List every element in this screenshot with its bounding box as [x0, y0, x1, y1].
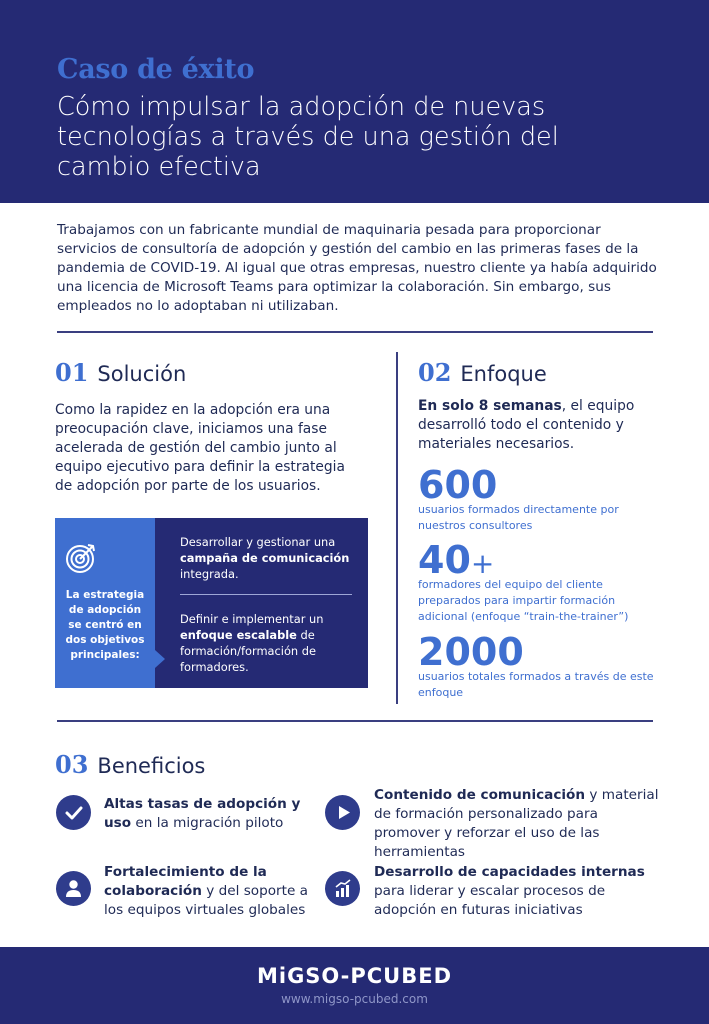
objectives-pointer	[155, 650, 165, 668]
stat-description: usuarios formados directamente por nuestros consultores	[418, 503, 619, 532]
enfoque-text: En solo 8 semanas, el equipo desarrolló todo el contenido y materiales necesarios.	[418, 398, 635, 452]
section-number: 02	[418, 358, 452, 387]
objectives-label: La estrategia de adopción se centró en dos objetivos principales:	[65, 589, 145, 661]
stat-value: 2000	[418, 630, 524, 674]
divider-top	[57, 331, 653, 333]
benefit-item: Fortalecimiento de la colaboración y del soporte a los equipos virtuales globales	[104, 864, 308, 918]
page-title: Cómo impulsar la adopción de nuevas tecnologías a través de una gestión del cambio efectiva	[57, 92, 559, 182]
section-beneficios-heading	[55, 750, 205, 779]
objective-item: Definir e implementar un enfoque escalable de formación/formación de formadores.	[180, 612, 324, 674]
benefit-item: Contenido de comunicación y material de formación personalizado para promover y reforzar el uso de las herramientas	[374, 787, 659, 860]
check-icon	[56, 795, 91, 830]
stat-description: usuarios totales formados a través de este enfoque	[418, 670, 654, 699]
objectives-label-panel	[55, 518, 155, 688]
benefit-item: Desarrollo de capacidades internas para liderar y escalar procesos de adopción en futuras iniciativas	[374, 864, 645, 918]
target-icon	[65, 542, 97, 574]
website-link[interactable]: www.migso-pcubed.com	[281, 992, 428, 1006]
column-divider	[396, 352, 398, 704]
objectives-box	[55, 518, 368, 688]
divider-bottom	[57, 720, 653, 722]
company-logo: MiGSO-PCUBED	[256, 964, 453, 988]
objective-item: Desarrollar y gestionar una campaña de comunicación integrada.	[180, 535, 350, 581]
section-title: Beneficios	[97, 754, 206, 778]
user-icon	[56, 871, 91, 906]
intro-paragraph: Trabajamos con un fabricante mundial de maquinaria pesada para proporcionar servicios de consultoría de adopción y gestión del cambio en las primeras fases de la pandemia de COVID-19. Al igual que otras empresas, nuestro cliente ya había adquirido una licencia de Microsoft Teams para optimizar la colaboración. Sin embargo, sus empleados no lo adoptaban ni utilizaban.	[57, 222, 657, 314]
stat-value: 600	[418, 463, 498, 507]
section-title: Enfoque	[460, 362, 547, 386]
solucion-text: Como la rapidez en la adopción era una preocupación clave, iniciamos una fase acelerada de gestión del cambio junto al equipo ejecutivo para definir la estrategia de adopción por parte de los usuarios.	[55, 402, 345, 494]
stat-description: formadores del equipo del cliente preparados para impartir formación adicional (enfoque “train-the-trainer”)	[418, 578, 629, 623]
header-band	[0, 0, 709, 203]
stat-value: 40+	[418, 538, 495, 582]
footer-band	[0, 947, 709, 1024]
play-icon	[325, 795, 360, 830]
section-title: Solución	[97, 362, 187, 386]
section-number: 03	[55, 750, 89, 779]
section-number: 01	[55, 358, 89, 387]
benefit-item: Altas tasas de adopción y uso en la migración piloto	[104, 796, 301, 831]
objectives-separator	[180, 594, 352, 595]
section-enfoque-heading	[418, 358, 547, 387]
growth-chart-icon	[325, 871, 360, 906]
section-solucion-heading	[55, 358, 186, 387]
case-study-kicker: Caso de éxito	[57, 54, 255, 85]
